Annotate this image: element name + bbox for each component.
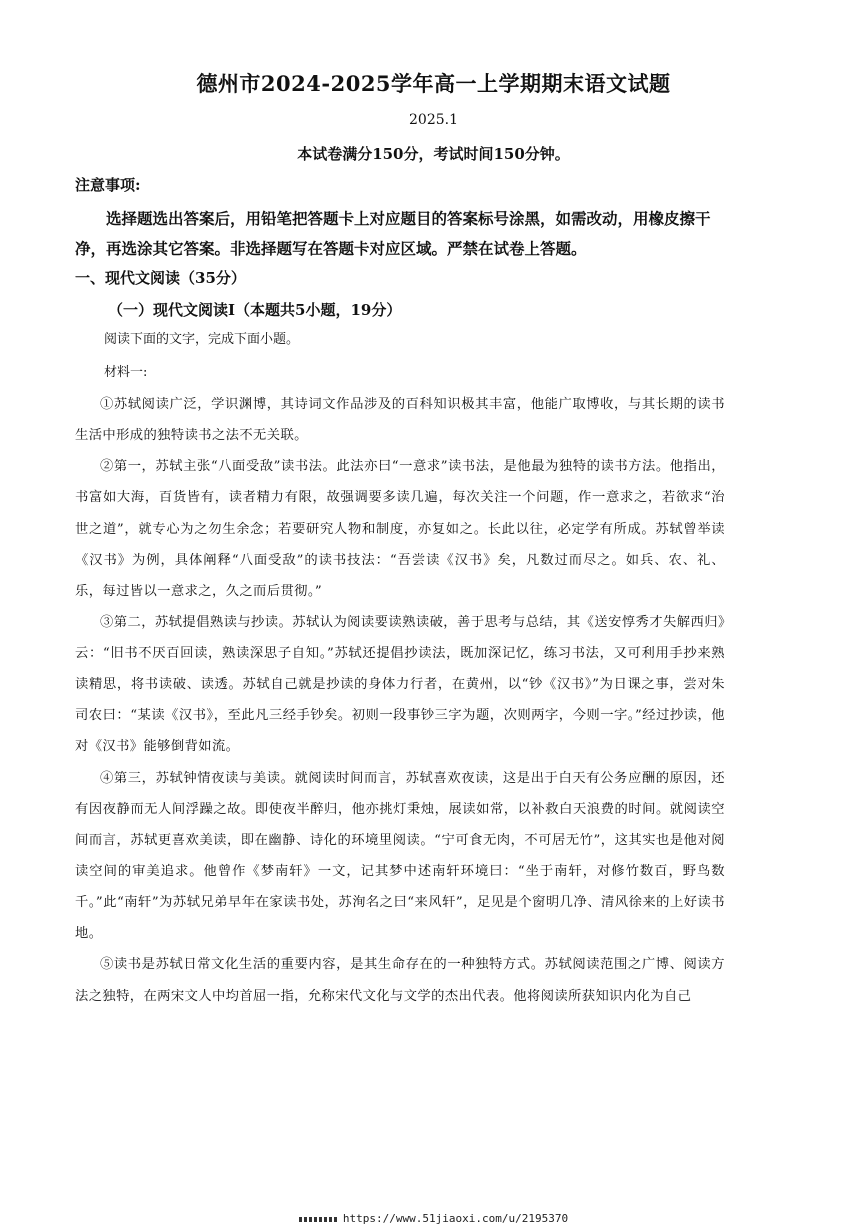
material-label: 材料一: — [104, 365, 148, 380]
footer — [0, 1212, 867, 1225]
full-score-note: 本试卷满分150分，考试时间150分钟。 — [297, 145, 570, 163]
footer-url[interactable]: https://www.51jiaoxi.com/u/2195370 — [342, 1212, 569, 1225]
material-text — [75, 389, 725, 1012]
reading-instruction: 阅读下面的文字，完成下面小题。 — [104, 332, 300, 347]
paragraph-4: ④第三，苏轼钟情夜读与美读。就阅读时间而言，苏轼喜欢夜读，这是出于白天有公务应酬的原因，还有因夜静而无人间浮躁之故。即使夜半醉归，他亦挑灯秉烛，展读如常，以补救白天浪费的时间。就阅读空间而言，苏轼更喜欢美读，即在幽静、诗化的环境里阅读。“宁可食无肉，不可居无竹”，这其实也是他对阅读空间的审美追求。他曾作《梦南轩》一文，记其梦中述南轩环境曰：“坐于南轩，对修竹数百，野鸟数千。”此“南轩”为苏轼兄弟早年在家读书处，苏洵名之曰“来风轩”，足见是个窗明几净、清风徐来的上好读书地。 — [75, 770, 725, 942]
footer-mark-icon — [299, 1217, 337, 1222]
section-heading: 一、现代文阅读（35分） — [75, 269, 246, 287]
paragraph-2: ②第一，苏轼主张“八面受敌”读书法。此法亦曰“一意求”读书法，是他最为独特的读书方法。他指出，书富如大海，百货皆有，读者精力有限，故强调要多读几遍，每次关注一个问题，作一意求之，若欲求“治世之道”，就专心为之勿生余念；若要研究人物和制度，亦复如之。长此以往，必定学有所成。苏轼曾举读《汉书》为例，具体阐释“八面受敌”的读书技法：“吾尝读《汉书》矣，凡数过而尽之。如兵、农、礼、乐，每过皆以一意求之，久之而后贯彻。” — [75, 459, 725, 599]
paragraph-3: ③第二，苏轼提倡熟读与抄读。苏轼认为阅读要读熟读破，善于思考与总结，其《送安惇秀才失解西归》云：“旧书不厌百回读，熟读深思子自知。”苏轼还提倡抄读法，既加深记忆，练习书法，又可利用手抄来熟读精思，将书读破、读透。苏轼自己就是抄读的身体力行者，在黄州，以“钞《汉书》”为日课之事，尝对朱司农曰：“某读《汉书》，至此凡三经手钞矣。初则一段事钞三字为题，次则两字，今则一字。”经过抄读，他对《汉书》能够倒背如流。 — [75, 615, 725, 755]
notice-heading: 注意事项: — [75, 176, 141, 194]
notice-body: 选择题选出答案后，用铅笔把答题卡上对应题目的答案标号涂黑，如需改动，用橡皮擦干净，再选涂其它答案。非选择题写在答题卡对应区域。严禁在试卷上答题。 — [75, 209, 711, 258]
paragraph-1: ①苏轼阅读广泛，学识渊博，其诗词文作品涉及的百科知识极其丰富，他能广取博收，与其长期的读书生活中形成的独特读书之法不无关联。 — [75, 397, 725, 444]
paragraph-5: ⑤读书是苏轼日常文化生活的重要内容，是其生命存在的一种独特方式。苏轼阅读范围之广博、阅读方法之独特，在两宋文人中均首屈一指，允称宋代文化与文学的杰出代表。他将阅读所获知识内化为自己 — [75, 957, 725, 1004]
exam-date: 2025.1 — [409, 112, 458, 128]
subsection-heading: （一）现代文阅读Ⅰ（本题共5小题，19分） — [108, 301, 402, 319]
page-title: 德州市2024-2025学年高一上学期期末语文试题 — [196, 71, 671, 96]
